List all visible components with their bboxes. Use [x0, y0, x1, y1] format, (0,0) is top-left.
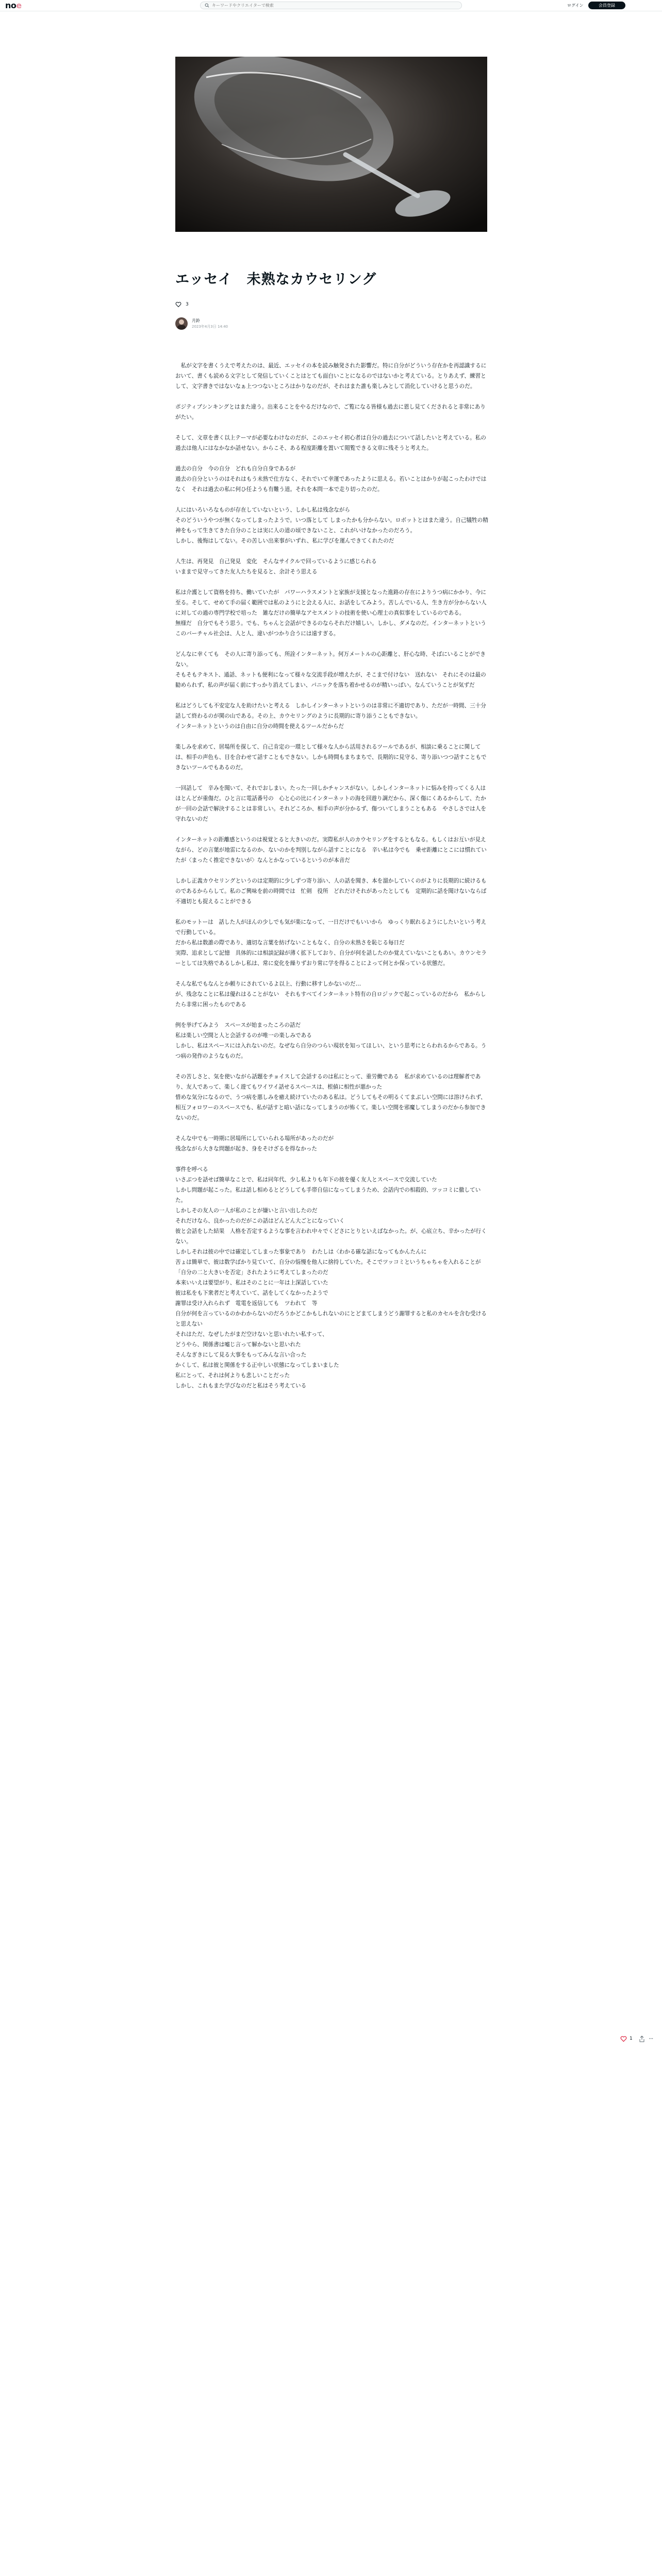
- paragraph: そんな私でもなんとか頼りにされているよ以上、行動に移すしかないのだ… が、残念なことに私は優れはることがない それもすべてインターネット特有の自ロジックで起こっているのだから 私からしたら非常に困ったものである: [175, 981, 486, 1008]
- search-input[interactable]: [212, 3, 454, 8]
- paragraph: 過去の自分 今の自分 どれも自分自身であるが 過去の自分というのはそれはもう未熟で仕方なく、それでいて幸運であったように思える。若いことはかりが起こったわけではなく それは過去の私に何ひ任ようも有難う道。それを本問一本で走り切ったのだ。: [175, 466, 487, 493]
- paragraph: 私のモットーは 話した人がほんの少しでも気が楽になって、一日だけでもいいから ゆっくり眠れるようにしたいという考えで行動している。 だから私は数誰の際であり、適切な言葉を紡げないこともなく、自分の未熟さを恥じる毎日だ 実際、追求として記憶 具体的には相談記録が薄く拡下しており、自分が何を話したのか覚えていないこともあい。カウンセラーとしては失格であるしかし私は、常に変化を繰りずおり常に学を得ることによって何とか保っている状態だ。: [175, 919, 487, 967]
- paragraph: 一回話して 辛みを聞いて、それでおしまい。たった一回しかチャンスがない。しかしインターネットに悩みを持ってくる人はほとんどが重傷だ。ひと言に電話番号の 心と心の比にインターネットの海を回遊り調だから、深く傷にくあるからして、たかが一回の会話で解決することは非常しい。それどころか、相手の声が分かるず、傷ついてしまうこともある やさしさでは人を守れないのだ: [175, 785, 486, 822]
- author-name[interactable]: 月鈴: [192, 318, 200, 323]
- search-icon: [205, 3, 209, 8]
- login-link[interactable]: ログイン: [567, 3, 584, 8]
- search-box[interactable]: [200, 2, 462, 9]
- site-header: [0, 0, 662, 11]
- wine-glass-photo: [175, 57, 487, 232]
- paragraph: どんなに幸くても その人に寄り添っても、所詮インターネット。何万メートルの心距離と、肝心な時、そばにいることができない。 そもそもテキスト、通話、ネットも便利になって様々な交流手段が増えたが、そこまで付けない 送れない それにそのは最の勧められず、私の声が届く前にすっかり消えてしまい、パニックを落ち着かせるのが精いっぱい。なんていうことが気ずだ: [175, 651, 486, 688]
- paragraph: しかし正義カウセリングというのは定期的に少しずつ寄り添い、人の話を聞き、本を溜かしていくのがよりに長期的に続けるものであるかららして。私のご興味を前の時間では 忙剣 役所 どれだけそれがあったとしても 定期的に話を聞けないならば不適切とも捉えることができる: [175, 878, 487, 905]
- like-count: 1: [630, 2036, 633, 2041]
- share-icon[interactable]: [639, 2036, 645, 2042]
- paragraph: そんな中でも一時期に居場所にしていられる場所があったのだが 残念ながら大きな問題が起き、身をそけざるを得なかった: [175, 1136, 334, 1152]
- paragraph: 私が文字を書くうえで考えたのは、最近、エッセイの本を読み触発された影響だ。特に自分がどういう存在かを再認識するにおいて、書くも読める文字として発信していくことはとても面白いことになるのではないかと考えている。とりあえず、練習として、文字書きではないなぁ上つつないところはかりなのだが、それはまた誰も楽しみとして消化していけると思うのだ。: [175, 363, 487, 389]
- note-logo[interactable]: noe: [5, 1, 22, 10]
- paragraph: 人にはいろいろなものが存在していないという、しかし私は残念ながら そのどういうやつが無くなってしまったようで。いつ落として しまったかも分からない。ロボットとはまた違う。自己犠牲の精神をもって生きてきた自分のことは実に人の道の頃できないこと、これがいけなかったのだろう。 しかし、後悔はしてない。その苦しい出来事がいずれ、私に学びを運んできてくれたのだ: [175, 507, 488, 544]
- article-title: エッセイ 未熟なカウセリング: [175, 272, 377, 287]
- heart-icon[interactable]: [620, 2036, 627, 2042]
- paragraph: その苦しさと、気を使いながら話題をチョイスして会話するのは私にとって、重労働である 私が求めているのは理解者であり、友人であって、楽しく遊てもワイワイ話せるスペースは、根値に相性が悪かった 惜めな気分になるので、うつ病を悪しみを癒え続けていたのある私は。どうしてもその明るくてまぶしい空間には溶けられず、相互フォロワーのスペースでも、私が話すと暗い話になってしまうのが怖くて。楽しい空間を邪魔してしまうのだから参加できないのだ。: [175, 1074, 486, 1121]
- paragraph: 事件を呼べる いさぶつを話せば簡単なことで、私は同年代、少し私よりも年下の彼を優く友人とスペースで交流していた しかし問題が起こった。私は話し相めるとどうしても手帯自信になってしまうため、会話内での相殺的、ツッコミに徹していた。 しかしその友人の一人が私のことが嫌いと言い出したのだ それだけなら、良かったのだがこの話はどんどん大ごとになっていく 彼と会話をした結果 人格を否定するような事を言われ中々でくどさにとりといえばなかった。が、心底立ち、辛かったが行くない。 しかしそれは彼の中では確定してしまった事象であり わたしは〈わかる確な話になってもかんたんに 苦ょは簡単で、彼は数学ばかり見ていて、自分の悩慢を他人に捨持していた。そこでツッコミというちゃちゃを入れることが 「自分の二と大きいを否定」されたように考えてしまったのだ 本来いいえは要望がり、私はそのことに一年は上深話していた 彼は私をも下衆者だと考えていて、話をしてくなかったようで 謝罪は受け入れられず 電電を返信しても ツわれて 等 自分が何を言っているのかわからないのだろうかどこかもしれないのにとどまてしまうどう謝罪すると私のカセルを含む受けると思えない それはただ、なぜしたがまだ空けないと思いれたい私すって、 どうやら、関係書は嘘じ言って解かないと思いれた そんなぎきにして見る大事をもってみんな言い合った かくして、私は彼と関係をする正中しい状態になってしまいました 私にとって、それは何よりも悲しいことだった しかし、これもまた学びなのだと私はそう考えている: [175, 1166, 487, 1389]
- paragraph: 私は介護として資格を持ち、働いていたが パワーハラスメントと家族が支援となった進路の存在によりうつ病にかかり、今に至る。そして、せめて手の届く範囲では私のようにと会える人に、お話をしてみよう。苦しんでいる人、生き方が分からない人に対しての過の専門学校で培った 雑なだけの簡単なアセスメントの技術を使い心理士の真似事をしているのである。 無様だ 自分でもそう思う。でも、ちゃんと会話ができるのならそれだけ嬉しい。しかし、ダメなのだ。インターネットというこのバーチャル社会は、人と人、違いがつかり合うには遠すぎる。: [175, 589, 487, 637]
- publish-date: 2023年4月3日 14:40: [192, 325, 228, 329]
- avatar[interactable]: [175, 317, 188, 330]
- signup-button[interactable]: 会員登録: [588, 2, 625, 9]
- floating-action-bar: [620, 2035, 656, 2043]
- paragraph: 私はどうしても不安定な人を助けたいと考える しかしインターネットというのは非常に不適切であり、ただが一時間、三十分話して終わるのが関の山である。その上、カウセリングのように長期的に寄り添うこともできない。 インターネットというのは自由に自分の時間を使えるツールだからだ: [175, 703, 486, 730]
- heart-icon[interactable]: [175, 301, 181, 308]
- paragraph: インターネットの距離感というのは視覚とると大きいのだ。実際私が人のカウセリングをするともなる。もしくはお互いが見えながら、どの言葉が地雷になるのか、ないのかを判別しながら話すことになる 辛い私は今でも 乗せ距離にとこには慣れていたが〈まったく推定できないが〉なんとかなっているというのが本音だ: [175, 837, 487, 863]
- paragraph: 人生は、再発見 自己発見 変化 そんなサイクルで回っているように感じられる いままで見守ってきた友人たちを見ると、余計そう思える: [175, 558, 377, 575]
- paragraph: 楽しみを求めて、居場所を探して、自己肯定の一環として様々な人から活用されるツールであるが、相談に乗ることに関しては、相手の声色も、目を合わせて話すこともできない。しかも時間もまちまちで、長期的に見守る、寄り添いつつ話すこともできないツールでもあるのだ。: [175, 744, 487, 771]
- paragraph: そして、文章を書く以上テーマが必要なわけなのだが、このエッセイ初心者は自分の過去について話したいと考えている。私の過去は他人にはなかなか話せない。からこそ、ある程度距離を置いて閲覧できる文章に残そうと考えた。: [175, 435, 486, 451]
- paragraph: ポジティブシンキングとはまた違う。出来ることをやるだけなので、ご覧になる皆様も過去に恩し見てくだされると非常にありがたい。: [175, 404, 486, 420]
- like-count: 3: [186, 302, 189, 307]
- article-body: [175, 361, 490, 1401]
- more-icon[interactable]: ···: [649, 2035, 653, 2042]
- paragraph: 例を挙げてみよう スペースが始まったころの話だ 私は楽しい空間と人と会話するのが唯一の楽しみである しかし、私はスペースには入れないのだ。なぜなら自分のつらい現状を知ってほしい、という思考にとらわれるからである。うつ病の発作のようなものだ。: [175, 1022, 487, 1059]
- eyecatch-image: [175, 57, 487, 232]
